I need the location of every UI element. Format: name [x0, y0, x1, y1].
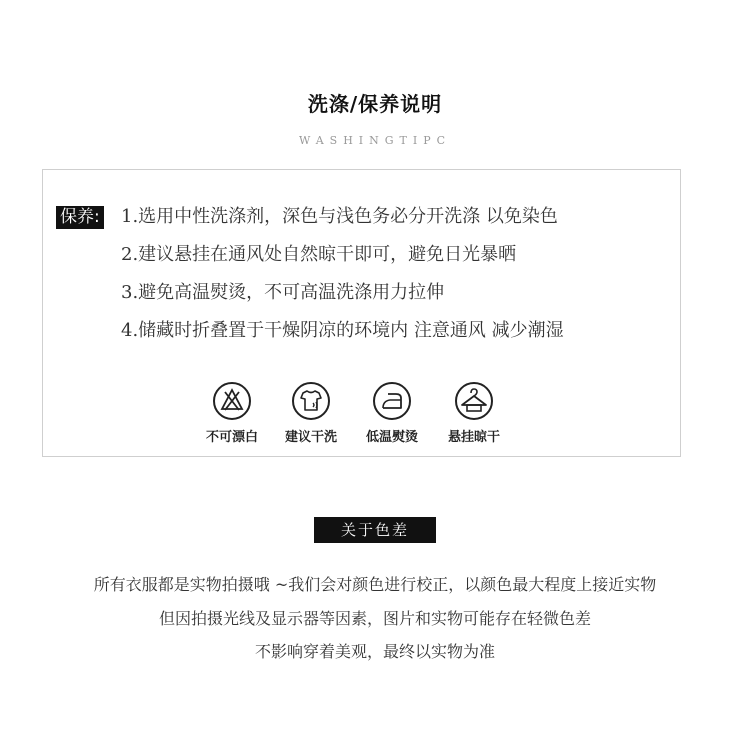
hang-dry-icon: [454, 381, 494, 421]
color-difference-badge: 关于色差: [314, 517, 436, 543]
icon-caption: 建议干洗: [284, 430, 337, 445]
color-note-line-3: 不影响穿着美观，最终以实物为准: [254, 642, 495, 661]
care-icon-item: [352, 381, 432, 445]
care-instructions-box: [42, 169, 681, 457]
low-iron-icon: [372, 381, 412, 421]
icon-caption: 悬挂晾干: [447, 430, 500, 445]
no-bleach-icon: [212, 381, 252, 421]
care-icon-item: [434, 381, 514, 445]
care-line-2: 2.建议悬挂在通风处自然晾干即可，避免日光暴晒: [121, 244, 517, 265]
color-note-line-1: 所有衣服都是实物拍摄哦 ~我们会对颜色进行校正，以颜色最大程度上接近实物: [93, 575, 657, 594]
dry-clean-icon: [291, 381, 331, 421]
care-icon-item: [192, 381, 272, 445]
care-line-3: 3.避免高温熨烫，不可高温洗涤用力拉伸: [121, 282, 445, 303]
care-line-4: 4.储藏时折叠置于干燥阴凉的环境内 注意通风 减少潮湿: [121, 320, 564, 341]
care-line-1: 1.选用中性洗涤剂，深色与浅色务必分开洗涤 以免染色: [121, 206, 558, 227]
page-title: 洗涤/保养说明: [307, 92, 443, 116]
icon-caption: 不可漂白: [205, 430, 258, 445]
icon-caption: 低温熨烫: [365, 430, 418, 445]
care-label: 保养:: [56, 206, 104, 229]
care-icon-item: [271, 381, 351, 445]
care-icon-row: [43, 381, 680, 451]
page-subtitle: WASHINGTIPC: [298, 134, 452, 147]
color-note-line-2: 但因拍摄光线及显示器等因素，图片和实物可能存在轻微色差: [158, 609, 591, 628]
